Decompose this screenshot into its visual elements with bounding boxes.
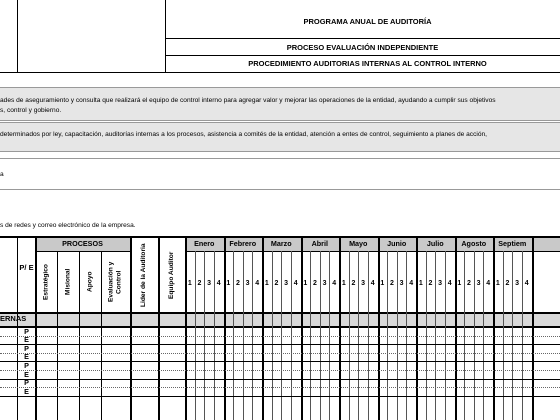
- week-number: 3: [438, 280, 443, 287]
- row-pe-label: P: [24, 343, 29, 353]
- week-number: 1: [457, 280, 462, 287]
- row-pe-label: P: [24, 378, 29, 388]
- week-number: 3: [284, 280, 289, 287]
- week-number: 4: [409, 280, 414, 287]
- week-number: 2: [505, 280, 510, 287]
- week-number: 3: [322, 280, 327, 287]
- row-border: [0, 344, 560, 345]
- resources-text: s de redes y correo electrónico de la empresa.: [0, 222, 136, 229]
- month-border: [301, 236, 303, 420]
- objective-line-2: s, control y gobierno.: [0, 107, 62, 114]
- month-border: [262, 236, 264, 420]
- week-number: 4: [524, 280, 529, 287]
- week-number: 3: [361, 280, 366, 287]
- month-border: [455, 236, 457, 420]
- section-row-bg: [0, 312, 560, 326]
- process-title: PROCESO EVALUACIÓN INDEPENDIENTE: [286, 43, 439, 52]
- week-number: 3: [399, 280, 404, 287]
- month-header: Enero: [194, 239, 215, 248]
- week-number: 4: [486, 280, 491, 287]
- week-number: 4: [447, 280, 452, 287]
- row-pe-label: E: [24, 352, 29, 362]
- month-header: Marzo: [270, 239, 292, 248]
- month-header: Julio: [426, 239, 444, 248]
- week-number: 2: [274, 280, 279, 287]
- col-evaluacion: Evaluación y Control: [107, 261, 123, 303]
- week-number: 1: [264, 280, 269, 287]
- row-border: [0, 361, 560, 362]
- month-border: [378, 236, 380, 420]
- week-number: 1: [226, 280, 231, 287]
- week-number: 4: [370, 280, 375, 287]
- month-border: [493, 236, 495, 420]
- week-number: 2: [428, 280, 433, 287]
- week-number: 1: [418, 280, 423, 287]
- misc-row: [0, 158, 560, 190]
- row-border: [0, 370, 560, 371]
- week-number: 2: [466, 280, 471, 287]
- procedure-title: PROCEDIMIENTO AUDITORIAS INTERNAS AL CONTROL INTERNO: [248, 59, 487, 68]
- week-number: 1: [341, 280, 346, 287]
- week-number: 4: [293, 280, 298, 287]
- week-number: 3: [476, 280, 481, 287]
- row-border: [0, 379, 560, 380]
- week-number: 1: [495, 280, 500, 287]
- week-number: 3: [515, 280, 520, 287]
- row-border: [0, 396, 560, 397]
- week-number: 1: [187, 280, 192, 287]
- week-number: 2: [351, 280, 356, 287]
- month-border: [416, 236, 418, 420]
- month-border: [224, 236, 226, 420]
- month-header: Febrero: [229, 239, 257, 248]
- month-header: Junio: [387, 239, 407, 248]
- row-pe-label: E: [24, 335, 29, 345]
- month-header: Agosto: [461, 239, 487, 248]
- week-number: 1: [380, 280, 385, 287]
- week-number: 3: [245, 280, 250, 287]
- objective-box: [0, 87, 560, 121]
- schedule-table: [0, 236, 560, 420]
- week-number: 2: [197, 280, 202, 287]
- month-header: Septiem: [498, 239, 527, 248]
- week-number: 2: [389, 280, 394, 287]
- col-equipo: Equipo Auditor: [168, 251, 175, 299]
- row-pe-label: P: [24, 360, 29, 370]
- row-pe-label: P: [24, 326, 29, 336]
- row-border: [0, 353, 560, 354]
- week-number: 2: [235, 280, 240, 287]
- section-label: ERNAS: [0, 314, 27, 323]
- procesos-header: PROCESOS: [62, 239, 103, 248]
- program-title: PROGRAMA ANUAL DE AUDITORÍA: [303, 17, 432, 26]
- header-block: [0, 0, 560, 72]
- week-number: 3: [207, 280, 212, 287]
- month-border: [339, 236, 341, 420]
- row-border: [0, 387, 560, 388]
- col-apoyo: Apoyo: [86, 271, 94, 293]
- misc-text: a: [0, 171, 4, 178]
- week-number: 1: [303, 280, 308, 287]
- objective-line-1: ades de aseguramiento y consulta que realizará el equipo de control interno para agregar valor y mejorar las operaciones de la entidad, ayudando a cumplir sus objetivos: [0, 97, 496, 104]
- month-header: Mayo: [349, 239, 368, 248]
- col-lider: Lider de la Auditoria: [140, 243, 147, 307]
- col-misional: Misional: [64, 268, 72, 296]
- row-pe-label: E: [24, 369, 29, 379]
- month-border: [532, 236, 534, 420]
- week-number: 2: [312, 280, 317, 287]
- scope-line-1: determinados por ley, capacitación, auditorías internas a los procesos, asistencia a comités de la entidad, atención a entes de control, seguimiento a planes de acción,: [0, 131, 488, 138]
- row-border: [0, 336, 560, 337]
- month-header: Abril: [311, 239, 328, 248]
- week-number: 4: [255, 280, 260, 287]
- week-number: 4: [216, 280, 221, 287]
- week-number: 4: [332, 280, 337, 287]
- pe-header: P/ E: [19, 263, 34, 272]
- row-pe-label: E: [24, 386, 29, 396]
- col-estrategico: Estratégico: [42, 264, 50, 300]
- scope-box: [0, 122, 560, 152]
